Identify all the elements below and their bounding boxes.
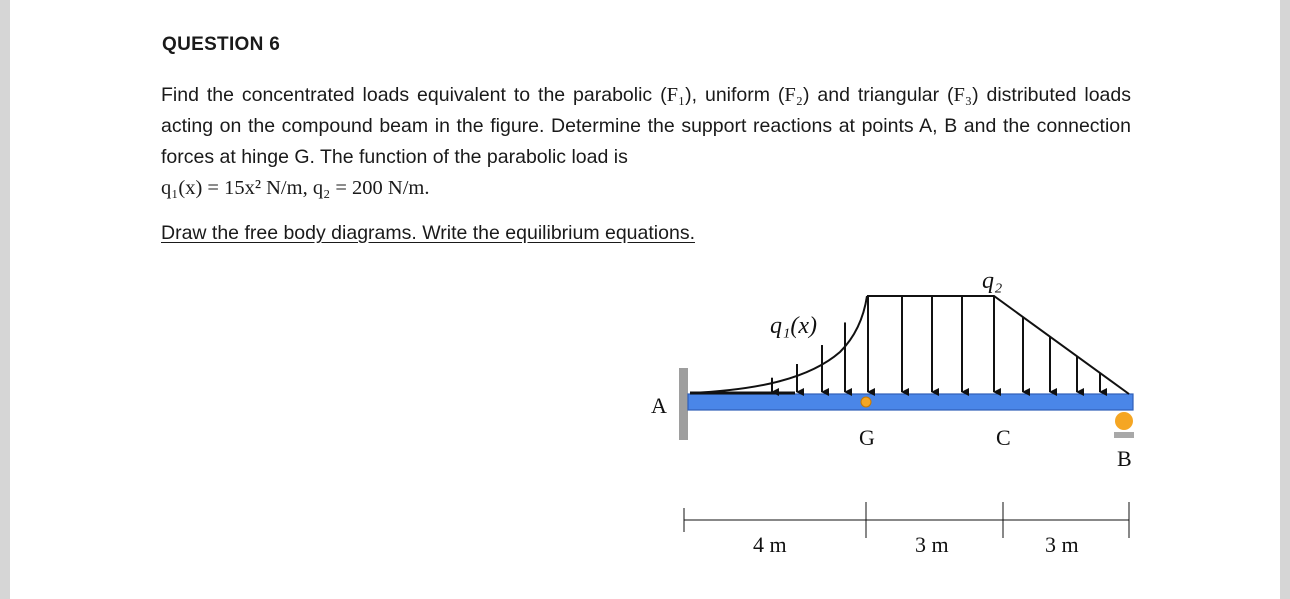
- label-c: C: [996, 425, 1011, 450]
- question-title: QUESTION 6: [162, 34, 281, 55]
- para-text-3: ) and triangular (: [802, 84, 954, 106]
- f1-symbol: F₁: [666, 84, 686, 106]
- roller-support-b: [1115, 412, 1133, 430]
- para-text-4: ) distributed loads acting on the compound beam in the figure. Determine the support reactions at points A, B and the connection forces at hinge G. The function of the parabolic load is: [161, 84, 1131, 168]
- load-function-line: q₁(x) = 15x² N/m, q₂ = 200 N/m.: [161, 177, 430, 199]
- f2-symbol: F₂: [784, 84, 803, 106]
- label-q1: q₁(x): [770, 313, 817, 339]
- f3-symbol: F₃: [953, 84, 973, 106]
- dimension-label-1: 4 m: [753, 532, 787, 557]
- fixed-wall-a: [679, 368, 688, 440]
- hinge-g: [861, 397, 871, 407]
- para-text-2: ), uniform (: [685, 84, 785, 106]
- dimension-label-2: 3 m: [915, 532, 949, 557]
- parabolic-load-curve: [690, 296, 867, 393]
- dimension-label-3: 3 m: [1045, 532, 1079, 557]
- para-text-1: Find the concentrated loads equivalent to the parabolic (: [161, 84, 667, 106]
- support-ground-b: [1114, 432, 1134, 438]
- uniform-triangular-load-outline: [867, 296, 1129, 394]
- label-b: B: [1117, 446, 1132, 471]
- load-arrows: [772, 296, 1100, 392]
- instruction-text: Draw the free body diagrams. Write the equilibrium equations.: [161, 222, 695, 244]
- label-q2: q₂: [982, 268, 1003, 294]
- beam: [688, 394, 1133, 410]
- label-g: G: [859, 425, 875, 450]
- label-a: A: [651, 393, 667, 418]
